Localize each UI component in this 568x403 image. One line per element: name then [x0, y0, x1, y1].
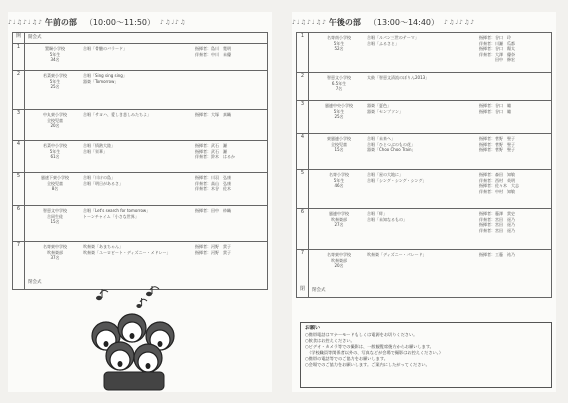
song-line: 器楽「夏色」: [367, 103, 391, 108]
staff-line: 指揮者：大塚 真織: [195, 112, 231, 117]
school-line: 5年生: [333, 177, 345, 183]
school-info: [29, 73, 81, 90]
school-info: [313, 103, 365, 120]
song-line: 合唱「ひとつぶのもの花」: [367, 141, 415, 147]
staff-list: [195, 208, 267, 214]
school-info: [313, 252, 365, 269]
song-list: [367, 35, 469, 46]
program-row: [297, 73, 551, 101]
program-row: [13, 173, 267, 206]
school-line: 15名: [50, 219, 60, 225]
row-number: 開: [13, 33, 25, 43]
song-line: 吹奏楽「あまちゃん」: [83, 244, 123, 249]
row-number: 1: [297, 33, 309, 72]
school-line: 名寄東中学校: [327, 252, 351, 257]
staff-line: 指揮者：川羽 弘康: [195, 175, 231, 180]
song-line: 合唱「サヨハ、愛しき悲しみたちよ」: [83, 112, 151, 117]
choir-illustration: [80, 284, 190, 392]
song-list: [83, 244, 185, 255]
school-line: 風連中学校: [329, 211, 349, 216]
school-info: [29, 143, 81, 160]
song-line: 合唱「ルパン三世のテーマ」: [367, 35, 419, 40]
school-info: [29, 244, 81, 261]
program-row: [13, 44, 267, 71]
school-line: 名寄南小学校: [327, 35, 351, 40]
song-line: 合唱「星の大地に」: [367, 172, 403, 177]
program-row: [297, 101, 551, 134]
staff-line: 指揮者：谷口 玲: [479, 35, 511, 40]
school-line: 全校児童: [47, 117, 63, 123]
program-row: [13, 141, 267, 173]
song-line: 吹奏楽「ユーロビート・ディズニー・メドレー」: [83, 249, 171, 255]
school-line: 37名: [50, 255, 60, 261]
song-list: [367, 103, 469, 114]
song-line: 太鼓「智恵文清流のぼりん2013」: [367, 75, 430, 80]
staff-line: 指揮者：河野 貴子: [195, 244, 231, 249]
song-list: [83, 208, 185, 219]
notice-line: （学校職員等関係者以外の、写真などが会場で撮影はお控えください。）: [305, 350, 444, 355]
school-line: 46名: [334, 183, 344, 189]
school-line: 8名: [51, 186, 59, 192]
school-line: 25名: [50, 84, 60, 90]
song-list: [83, 73, 185, 84]
staff-line: 指揮者：菅野 聖子: [479, 147, 515, 153]
school-line: 吹奏楽部: [331, 216, 347, 222]
staff-line: 伴奏者：大澤 優奈: [479, 51, 515, 57]
program-row: [297, 170, 551, 209]
afternoon-time: （13:00～14:40）: [368, 17, 440, 27]
notice-title: お願い: [305, 325, 321, 331]
school-line: 風速下東小学校: [41, 175, 69, 180]
notice-line: ○会場でのご協力をお願いします。ご案内にしたがってください。: [305, 362, 430, 367]
staff-line: 伴奏者：西村 英明: [479, 177, 515, 183]
song-line: 合唱「川けの島」: [83, 175, 115, 180]
staff-line: 指揮者：谷口 瞳: [479, 108, 511, 114]
school-line: 52名: [334, 46, 344, 52]
program-row: [297, 33, 551, 73]
school-line: 全校児童: [47, 180, 63, 186]
staff-line: 伴奏者：中川 未優: [195, 51, 231, 57]
notice-box: [300, 322, 552, 388]
school-line: 東風連小学校: [327, 136, 351, 141]
row-number: 4: [13, 141, 25, 172]
morning-title: 午前の部: [44, 17, 77, 27]
song-line: 器楽「Tomorrow」: [83, 78, 119, 84]
school-line: 吹奏楽部: [331, 257, 347, 263]
staff-line: 指揮者：谷口 陽太: [479, 46, 515, 52]
song-line: 合唱「ふるさと」: [367, 40, 399, 46]
staff-line: 指揮者：島川 寛明: [195, 46, 231, 51]
morning-time: （10:00～11:50）: [84, 17, 156, 27]
staff-list: [479, 211, 551, 233]
school-line: 合同生徒: [47, 213, 63, 219]
staff-list: [479, 136, 551, 153]
music-notes-decoration: ♪♩♫♪♩♫♪: [8, 18, 43, 26]
notice-line: ○ビデオ・カメラ等での撮影は、一般観覧席後方からお願いします。: [305, 344, 434, 349]
row-number: 閉: [297, 286, 309, 297]
song-line: トーンチャイム「小さな世界」: [83, 213, 139, 219]
row-number: 3: [13, 110, 25, 140]
school-line: 若菜中小学校: [43, 143, 67, 148]
staff-line: 伴奏者：宮田 遥乃: [479, 216, 515, 222]
school-line: 5年生: [49, 148, 61, 154]
song-line: 器楽「Choo Choo Train」: [367, 147, 416, 153]
staff-list: [195, 112, 267, 118]
notice-line: ○携帯の電話等でのご協力をお願いします。: [305, 356, 388, 361]
song-list: [367, 136, 469, 153]
school-info: [313, 172, 365, 189]
school-info: [29, 208, 81, 225]
row-number: 7: [297, 250, 309, 286]
song-line: 合唱「骨髄のバラード」: [83, 46, 127, 51]
school-line: 5年生: [49, 51, 61, 57]
afternoon-title: 午後の部: [328, 17, 361, 27]
school-info: [313, 35, 365, 52]
school-line: 名寄小学校: [329, 172, 349, 177]
school-line: 智恵文中学校: [43, 208, 67, 213]
program-row: [13, 110, 267, 141]
program-row: [13, 206, 267, 242]
school-line: 7名: [335, 86, 343, 92]
school-line: 6.5年生: [331, 80, 347, 86]
song-list: [83, 175, 185, 186]
school-line: 25名: [334, 114, 344, 120]
school-line: 61名: [50, 154, 60, 160]
afternoon-program-table: [296, 32, 552, 298]
program-row: [297, 209, 551, 250]
song-line: 合唱「Sing sing sing」: [83, 73, 127, 78]
staff-line: 伴奏者：鈴木 はるか: [195, 154, 235, 160]
song-line: 吹奏楽「ディズニー・パレード」: [367, 252, 427, 257]
staff-line: 指揮者：藤澤 貴史: [479, 211, 515, 216]
school-line: 15名: [334, 147, 344, 153]
school-line: 中丸東小学校: [43, 112, 67, 117]
school-info: [313, 211, 365, 228]
row-number: 2: [297, 73, 309, 100]
row-number: 5: [297, 170, 309, 208]
school-line: 20名: [334, 263, 344, 269]
row-number: 6: [13, 206, 25, 241]
staff-line: 指揮者：谷口 瞳: [479, 103, 511, 108]
staff-line: 指揮者：河野 貴子: [195, 249, 231, 255]
staff-line: 指揮者：佐々木 大志: [479, 183, 519, 189]
song-line: 合唱「明日があるさ」: [83, 180, 123, 186]
song-line: 合唱「栄華」: [83, 148, 107, 154]
row-number: 4: [297, 134, 309, 169]
row-number: 2: [13, 71, 25, 109]
afternoon-program-page: [292, 12, 556, 392]
song-line: 合唱「未知なるもの」: [367, 216, 407, 222]
school-line: 置賜小学校: [45, 46, 65, 51]
school-line: 5年生: [333, 40, 345, 46]
staff-line: 伴奏者：高山 弘康: [195, 180, 231, 186]
school-line: 34名: [50, 57, 60, 63]
school-info: [313, 136, 365, 153]
staff-list: [195, 244, 267, 255]
staff-list: [195, 175, 267, 192]
song-line: 合唱「Let's search for tomorrow」: [83, 208, 151, 213]
staff-line: 伴奏者：川瀬 瓜都: [479, 40, 515, 46]
school-line: 20名: [50, 123, 60, 129]
staff-line: 指揮者：武石 瀬: [195, 148, 227, 154]
row-number: 7: [13, 242, 25, 278]
ceremony-label: 閉会式: [28, 280, 42, 285]
staff-list: [479, 172, 551, 194]
song-list: [367, 75, 469, 81]
staff-line: 伴奏者：中村 知敏: [479, 188, 515, 194]
song-line: 合唱「絆」: [367, 211, 387, 216]
staff-list: [479, 252, 551, 258]
song-list: [367, 172, 469, 183]
staff-line: 伴奏者：木谷 佐木: [195, 186, 231, 192]
program-row: [13, 242, 267, 278]
school-line: 風連中央小学校: [325, 103, 353, 108]
staff-line: 指揮者：菅野 聖子: [479, 136, 515, 141]
row-number: 5: [13, 173, 25, 205]
staff-list: [195, 143, 267, 160]
staff-list: [195, 46, 267, 57]
school-line: 全校児童: [331, 141, 347, 147]
school-info: [29, 175, 81, 192]
song-line: 合唱「未来へ」: [367, 136, 395, 141]
song-line: 合唱「シング・シング・シング」: [367, 177, 427, 183]
staff-list: [479, 35, 551, 63]
song-list: [83, 143, 185, 154]
music-notes-decoration-end: ♪♫♩♪♫: [160, 18, 187, 26]
song-line: 器楽「センプソン」: [367, 108, 403, 114]
song-list: [83, 46, 185, 52]
staff-line: 指揮者：森田 知敏: [479, 172, 515, 177]
school-info: [29, 112, 81, 129]
ceremony-label: 開会式: [28, 35, 42, 40]
afternoon-header: [292, 12, 556, 32]
music-notes-decoration-end: ♪♫♩♪♫♪: [444, 18, 476, 26]
staff-line: 指揮者：菅野 聖子: [479, 141, 515, 147]
staff-line: 田中 修宏: [479, 57, 515, 63]
staff-line: 指揮者：武石 瀬: [195, 143, 227, 148]
ceremony-label: 閉会式: [312, 288, 326, 293]
opening-ceremony-row: [13, 33, 267, 44]
school-line: 27名: [334, 222, 344, 228]
program-row: [297, 250, 551, 286]
program-row: [297, 134, 551, 170]
row-number: [13, 278, 25, 289]
song-list: [367, 252, 469, 258]
school-info: [313, 75, 365, 92]
school-line: 5年生: [333, 108, 345, 114]
closing-ceremony-row: [297, 286, 551, 297]
staff-line: 指揮者：工藤 祐乃: [479, 252, 515, 257]
morning-program-page: [8, 12, 272, 392]
morning-header: [8, 12, 272, 32]
morning-program-table: [12, 32, 268, 290]
staff-line: 指揮者：田中 紗織: [195, 208, 231, 213]
school-line: 5年生: [49, 78, 61, 84]
notice-line: ○携帯電話はマナーモードもしくは電源をお切りください。: [305, 332, 418, 337]
staff-list: [479, 103, 551, 114]
notice-line: ○飲食はお控えください。: [305, 338, 355, 343]
row-number: 1: [13, 44, 25, 70]
program-row: [13, 71, 267, 110]
school-info: [29, 46, 81, 63]
song-list: [83, 112, 185, 118]
school-line: 吹奏楽部: [47, 249, 63, 255]
row-number: 6: [297, 209, 309, 249]
school-line: 若菜東小学校: [43, 73, 67, 78]
staff-line: 指揮者：宮田 遥乃: [479, 222, 515, 228]
song-list: [367, 211, 469, 222]
staff-line: 伴奏者：宮田 遥乃: [479, 227, 515, 233]
school-line: 名寄東中学校: [43, 244, 67, 249]
music-notes-decoration: ♪♩♫♪♩♫♪: [292, 18, 327, 26]
row-number: 3: [297, 101, 309, 133]
school-line: 智恵文小学校: [327, 75, 351, 80]
song-line: 合唱「情熱大陸」: [83, 143, 115, 148]
